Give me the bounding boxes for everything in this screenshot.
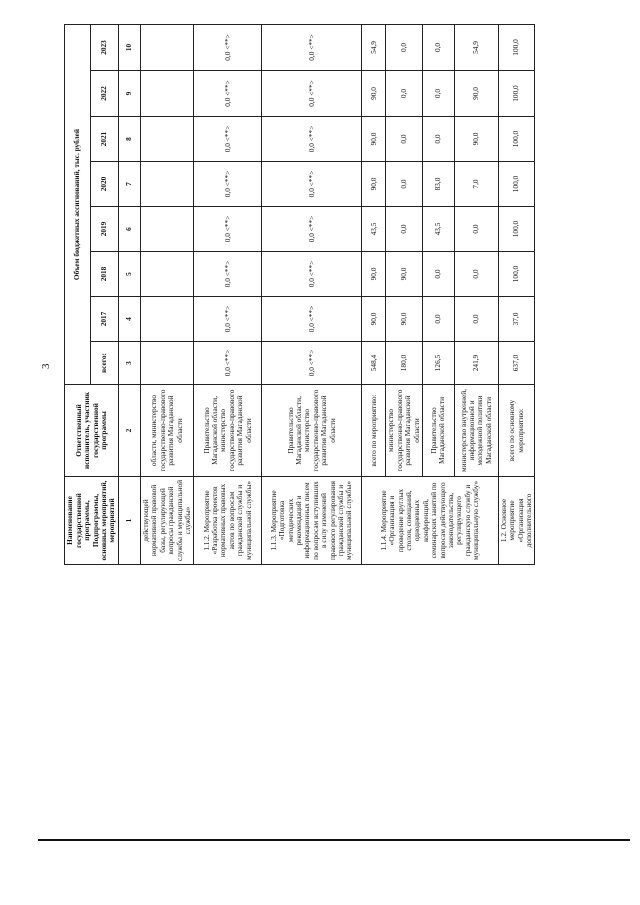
header-year-2019: 2019 <box>91 207 119 252</box>
col-number: 10 <box>119 24 141 70</box>
row-executor: министерство внутренней, информационной и молодежной политики Магаданской области <box>454 385 498 477</box>
col-number: 6 <box>119 207 141 252</box>
header-year-2018: 2018 <box>91 252 119 297</box>
value-cell: 0,0 <box>454 207 498 252</box>
col-number: 8 <box>119 117 141 162</box>
header-year-total: всего: <box>91 342 119 385</box>
page-divider-line <box>38 839 630 841</box>
header-budget: Объем бюджетных ассигнований, тыс. рублей <box>65 24 91 384</box>
value-cell: 90,0 <box>386 297 423 342</box>
header-year-2020: 2020 <box>91 162 119 207</box>
value-cell: 0,0 <box>422 297 454 342</box>
value-cell: 0,0 <box>422 71 454 117</box>
value-cell: 0,0 <**> <box>262 162 362 207</box>
value-cell: 180,0 <box>386 342 423 385</box>
value-cell: 0,0 <box>422 24 454 70</box>
value-cell: 83,0 <box>422 162 454 207</box>
value-cell: 90,0 <box>454 71 498 117</box>
row-name: 1.2. Основное мероприятие «Организация дополнительного <box>498 477 535 565</box>
value-cell <box>141 71 194 117</box>
row-executor: министерство государственно-правового развития Магаданской области <box>386 385 423 477</box>
value-cell: 0,0 <**> <box>194 297 262 342</box>
col-number: 1 <box>119 477 141 565</box>
value-cell: 0,0 <box>386 207 423 252</box>
value-cell <box>141 117 194 162</box>
row-executor: всего по основному мероприятию: <box>498 385 535 477</box>
value-cell: 90,0 <box>362 162 386 207</box>
row-name: 1.1.2. Мероприятие «Разработка проектов нормативных правовых актов по вопросам гражданской службы и муниципальной службы» <box>194 477 262 565</box>
header-year-2021: 2021 <box>91 117 119 162</box>
value-cell: 0,0 <**> <box>194 207 262 252</box>
value-cell: 90,0 <box>362 252 386 297</box>
value-cell <box>141 207 194 252</box>
table-row <box>498 24 535 564</box>
row-executor: всего по мероприятию: <box>362 385 386 477</box>
value-cell: 0,0 <**> <box>262 117 362 162</box>
value-cell: 100,0 <box>498 252 535 297</box>
value-cell: 0,0 <**> <box>194 342 262 385</box>
value-cell: 100,0 <box>498 117 535 162</box>
value-cell: 90,0 <box>362 297 386 342</box>
value-cell: 54,9 <box>362 24 386 70</box>
header-year-2023: 2023 <box>91 24 119 70</box>
value-cell: 100,0 <box>498 162 535 207</box>
value-cell: 0,0 <box>386 117 423 162</box>
value-cell: 90,0 <box>386 252 423 297</box>
value-cell: 0,0 <box>386 162 423 207</box>
value-cell: 0,0 <**> <box>262 342 362 385</box>
value-cell: 0,0 <**> <box>262 252 362 297</box>
header-name: Наименование государственной программы, Подпрограммы, основных мероприятий, мероприятий <box>65 477 119 565</box>
value-cell <box>141 297 194 342</box>
value-cell: 90,0 <box>362 71 386 117</box>
budget-table <box>64 24 535 565</box>
value-cell: 0,0 <**> <box>262 297 362 342</box>
value-cell: 0,0 <**> <box>194 252 262 297</box>
value-cell <box>141 24 194 70</box>
value-cell: 100,0 <box>498 71 535 117</box>
value-cell: 7,0 <box>454 162 498 207</box>
page-number: 3 <box>40 363 52 369</box>
table-row <box>362 24 386 564</box>
value-cell: 0,0 <box>422 117 454 162</box>
value-cell: 0,0 <**> <box>262 207 362 252</box>
value-cell: 0,0 <**> <box>194 24 262 70</box>
row-name: 1.1.4. Мероприятие «Организация и проведение круглых столов, совещаний, однодневных конференций, семинарских занятий по вопросам действующего законодательства, регулирующего гражданскую службу и муниципальную службу» <box>362 477 499 565</box>
value-cell: 100,0 <box>498 207 535 252</box>
value-cell <box>141 162 194 207</box>
value-cell: 0,0 <box>454 297 498 342</box>
value-cell: 37,0 <box>498 297 535 342</box>
header-year-2017: 2017 <box>91 297 119 342</box>
row-name: действующей нормативной правовой базы, регулирующей вопросы гражданской службы и муниципальной службы» <box>141 477 194 565</box>
rotated-table-container <box>64 25 564 565</box>
value-cell: 126,5 <box>422 342 454 385</box>
table-row <box>262 24 362 564</box>
value-cell: 637,0 <box>498 342 535 385</box>
value-cell: 0,0 <**> <box>262 71 362 117</box>
value-cell: 90,0 <box>454 117 498 162</box>
value-cell: 54,9 <box>454 24 498 70</box>
value-cell <box>141 252 194 297</box>
value-cell: 0,0 <box>422 252 454 297</box>
table-row <box>194 24 262 564</box>
row-executor: области, министерство государственно-правового развития Магаданской области <box>141 385 194 477</box>
row-executor: Правительство Магаданской области <box>422 385 454 477</box>
value-cell: 43,5 <box>362 207 386 252</box>
col-number: 7 <box>119 162 141 207</box>
value-cell: 0,0 <box>454 252 498 297</box>
col-number: 5 <box>119 252 141 297</box>
col-number: 2 <box>119 385 141 477</box>
value-cell: 0,0 <**> <box>194 71 262 117</box>
col-number: 9 <box>119 71 141 117</box>
col-number: 4 <box>119 297 141 342</box>
value-cell: 43,5 <box>422 207 454 252</box>
value-cell: 0,0 <**> <box>194 162 262 207</box>
value-cell: 100,0 <box>498 24 535 70</box>
table-row <box>141 24 194 564</box>
row-executor: Правительство Магаданской области, министерство государственно-правового развития Магаданской области <box>262 385 362 477</box>
col-number: 3 <box>119 342 141 385</box>
value-cell: 90,0 <box>362 117 386 162</box>
row-name: 1.1.3. Мероприятие «Подготовка методических рекомендаций и информационных писем по вопросам вступивших в силу изменений правового регулирования гражданской службы и муниципальной службы» <box>262 477 362 565</box>
header-year-2022: 2022 <box>91 71 119 117</box>
header-executor: Ответственный исполнитель, участник государственной программы <box>65 385 119 477</box>
value-cell: 548,4 <box>362 342 386 385</box>
value-cell: 241,9 <box>454 342 498 385</box>
row-executor: Правительство Магаданской области, министерство государственно-правового развития Магаданской области <box>194 385 262 477</box>
value-cell: 0,0 <**> <box>194 117 262 162</box>
value-cell: 0,0 <box>386 71 423 117</box>
value-cell: 0,0 <**> <box>262 24 362 70</box>
value-cell: 0,0 <box>386 24 423 70</box>
value-cell <box>141 342 194 385</box>
